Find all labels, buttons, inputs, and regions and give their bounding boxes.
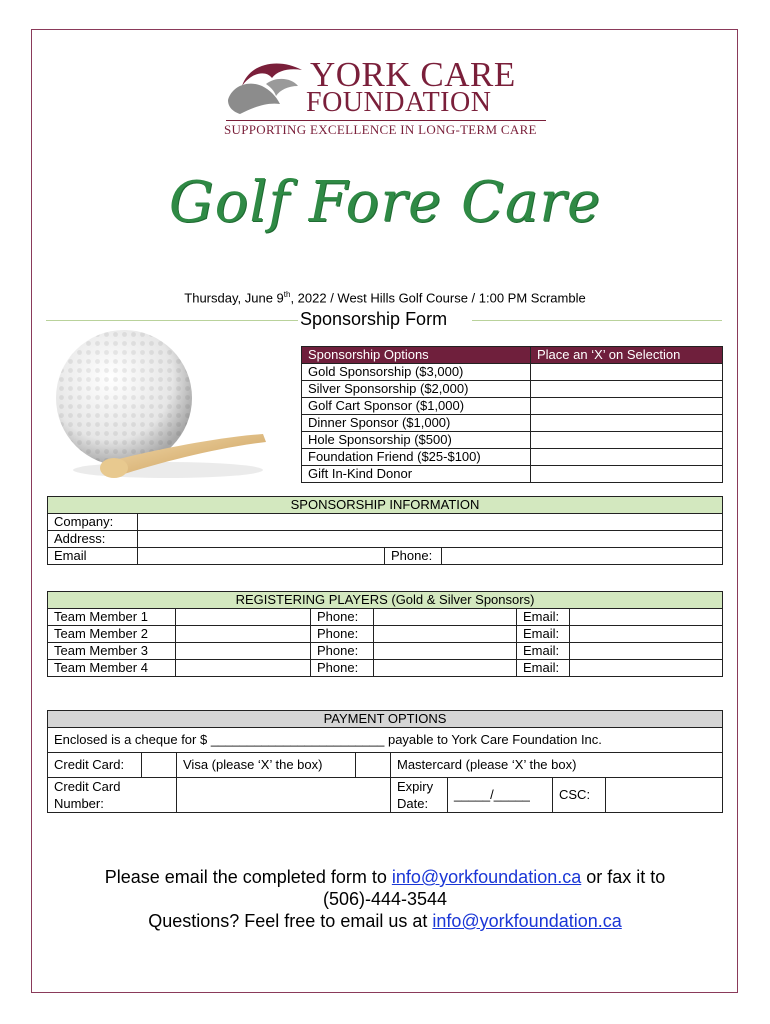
logo-divider [226, 120, 546, 121]
phone-label: Phone: [385, 548, 442, 565]
card-number-label-line2: Number: [54, 796, 104, 811]
team-member-label: Team Member 2 [48, 626, 176, 643]
option-label: Hole Sponsorship ($500) [302, 432, 531, 449]
option-label: Gold Sponsorship ($3,000) [302, 364, 531, 381]
player-phone-label: Phone: [311, 609, 374, 626]
player-email-label: Email: [517, 660, 570, 677]
payment-header: PAYMENT OPTIONS [48, 711, 723, 728]
logo-line2: FOUNDATION [306, 87, 492, 118]
event-details [0, 290, 770, 305]
option-label: Silver Sponsorship ($2,000) [302, 381, 531, 398]
option-selection-cell[interactable] [531, 432, 723, 449]
players-header: REGISTERING PLAYERS (Gold & Silver Sponsors) [48, 592, 723, 609]
team-member-field[interactable] [176, 626, 311, 643]
footer-line-1 [0, 866, 770, 888]
address-label: Address: [48, 531, 138, 548]
player-email-field[interactable] [570, 643, 723, 660]
logo-tagline: SUPPORTING EXCELLENCE IN LONG-TERM CARE [224, 122, 537, 137]
footer-text-fax: or fax it to [581, 867, 666, 887]
email-label: Email [48, 548, 138, 565]
footer-instructions [0, 866, 770, 932]
event-day-suffix: th [283, 290, 291, 299]
player-phone-field[interactable] [374, 626, 517, 643]
footer-line-3 [0, 910, 770, 932]
email-field[interactable] [138, 548, 385, 565]
player-email-label: Email: [517, 643, 570, 660]
fax-number: (506)-444-3544 [322, 889, 448, 909]
cheque-amount-label: Enclosed is a cheque for $ ________________________ [54, 732, 385, 747]
golf-ball-image [48, 330, 293, 480]
event-day: Thursday, June 9 [184, 290, 284, 306]
option-label: Gift In-Kind Donor [302, 466, 531, 483]
team-member-field[interactable] [176, 609, 311, 626]
option-label: Dinner Sponsor ($1,000) [302, 415, 531, 432]
options-header: Sponsorship Options [302, 347, 531, 364]
player-email-field[interactable] [570, 609, 723, 626]
expiry-label [391, 778, 448, 813]
form-title: Sponsorship Form [300, 309, 448, 329]
event-rest: , 2022 / West Hills Golf Course / 1:00 PM Scramble [290, 290, 586, 306]
cheque-payable-label: payable to York Care Foundation Inc. [387, 732, 602, 747]
mastercard-checkbox[interactable] [356, 753, 391, 778]
player-email-field[interactable] [570, 626, 723, 643]
footer-text-email-prefix: Please email the completed form to [104, 867, 392, 887]
player-email-label: Email: [517, 626, 570, 643]
expiry-label-line2: Date: [397, 796, 429, 811]
option-label: Foundation Friend ($25-$100) [302, 449, 531, 466]
company-label: Company: [48, 514, 138, 531]
player-phone-label: Phone: [311, 643, 374, 660]
email-link[interactable]: info@yorkfoundation.ca [391, 867, 582, 887]
title-separator-right [472, 320, 722, 321]
team-member-label: Team Member 1 [48, 609, 176, 626]
mastercard-label: Mastercard (please ‘X’ the box) [391, 753, 723, 778]
expiry-label-line1: Expiry [397, 779, 434, 794]
payment-options-table [47, 710, 723, 813]
york-care-logo [222, 56, 552, 140]
footer-questions-text: Questions? Feel free to email us at [148, 911, 433, 931]
player-phone-field[interactable] [374, 660, 517, 677]
player-phone-label: Phone: [311, 626, 374, 643]
option-selection-cell[interactable] [531, 415, 723, 432]
event-script-title: Golf Fore Care [168, 170, 602, 235]
company-field[interactable] [138, 514, 723, 531]
card-number-label [48, 778, 177, 813]
player-phone-label: Phone: [311, 660, 374, 677]
option-selection-cell[interactable] [531, 364, 723, 381]
option-selection-cell[interactable] [531, 449, 723, 466]
player-email-field[interactable] [570, 660, 723, 677]
visa-label: Visa (please ‘X’ the box) [177, 753, 356, 778]
team-member-field[interactable] [176, 643, 311, 660]
team-member-field[interactable] [176, 660, 311, 677]
card-number-field[interactable] [177, 778, 391, 813]
player-email-label: Email: [517, 609, 570, 626]
selection-header: Place an ‘X’ on Selection [531, 347, 723, 364]
option-selection-cell[interactable] [531, 398, 723, 415]
option-label: Golf Cart Sponsor ($1,000) [302, 398, 531, 415]
phone-field[interactable] [442, 548, 723, 565]
option-selection-cell[interactable] [531, 381, 723, 398]
option-selection-cell[interactable] [531, 466, 723, 483]
card-number-label-line1: Credit Card [54, 779, 121, 794]
registering-players-table [47, 591, 723, 677]
questions-email-link[interactable]: info@yorkfoundation.ca [432, 911, 622, 931]
hands-heart-icon [222, 56, 308, 118]
team-member-label: Team Member 3 [48, 643, 176, 660]
address-field[interactable] [138, 531, 723, 548]
expiry-field[interactable]: _____/_____ [448, 778, 553, 813]
credit-card-label: Credit Card: [48, 753, 142, 778]
csc-label: CSC: [553, 778, 606, 813]
player-phone-field[interactable] [374, 643, 517, 660]
sponsorship-options-table [301, 346, 723, 483]
player-phone-field[interactable] [374, 609, 517, 626]
sponsorship-info-header: SPONSORSHIP INFORMATION [48, 497, 723, 514]
cheque-row[interactable] [48, 728, 723, 753]
logo-line1: YORK CARE [310, 55, 516, 94]
csc-field[interactable] [606, 778, 723, 813]
team-member-label: Team Member 4 [48, 660, 176, 677]
sponsorship-information-table [47, 496, 723, 565]
title-separator-left [46, 320, 298, 321]
visa-checkbox[interactable] [142, 753, 177, 778]
